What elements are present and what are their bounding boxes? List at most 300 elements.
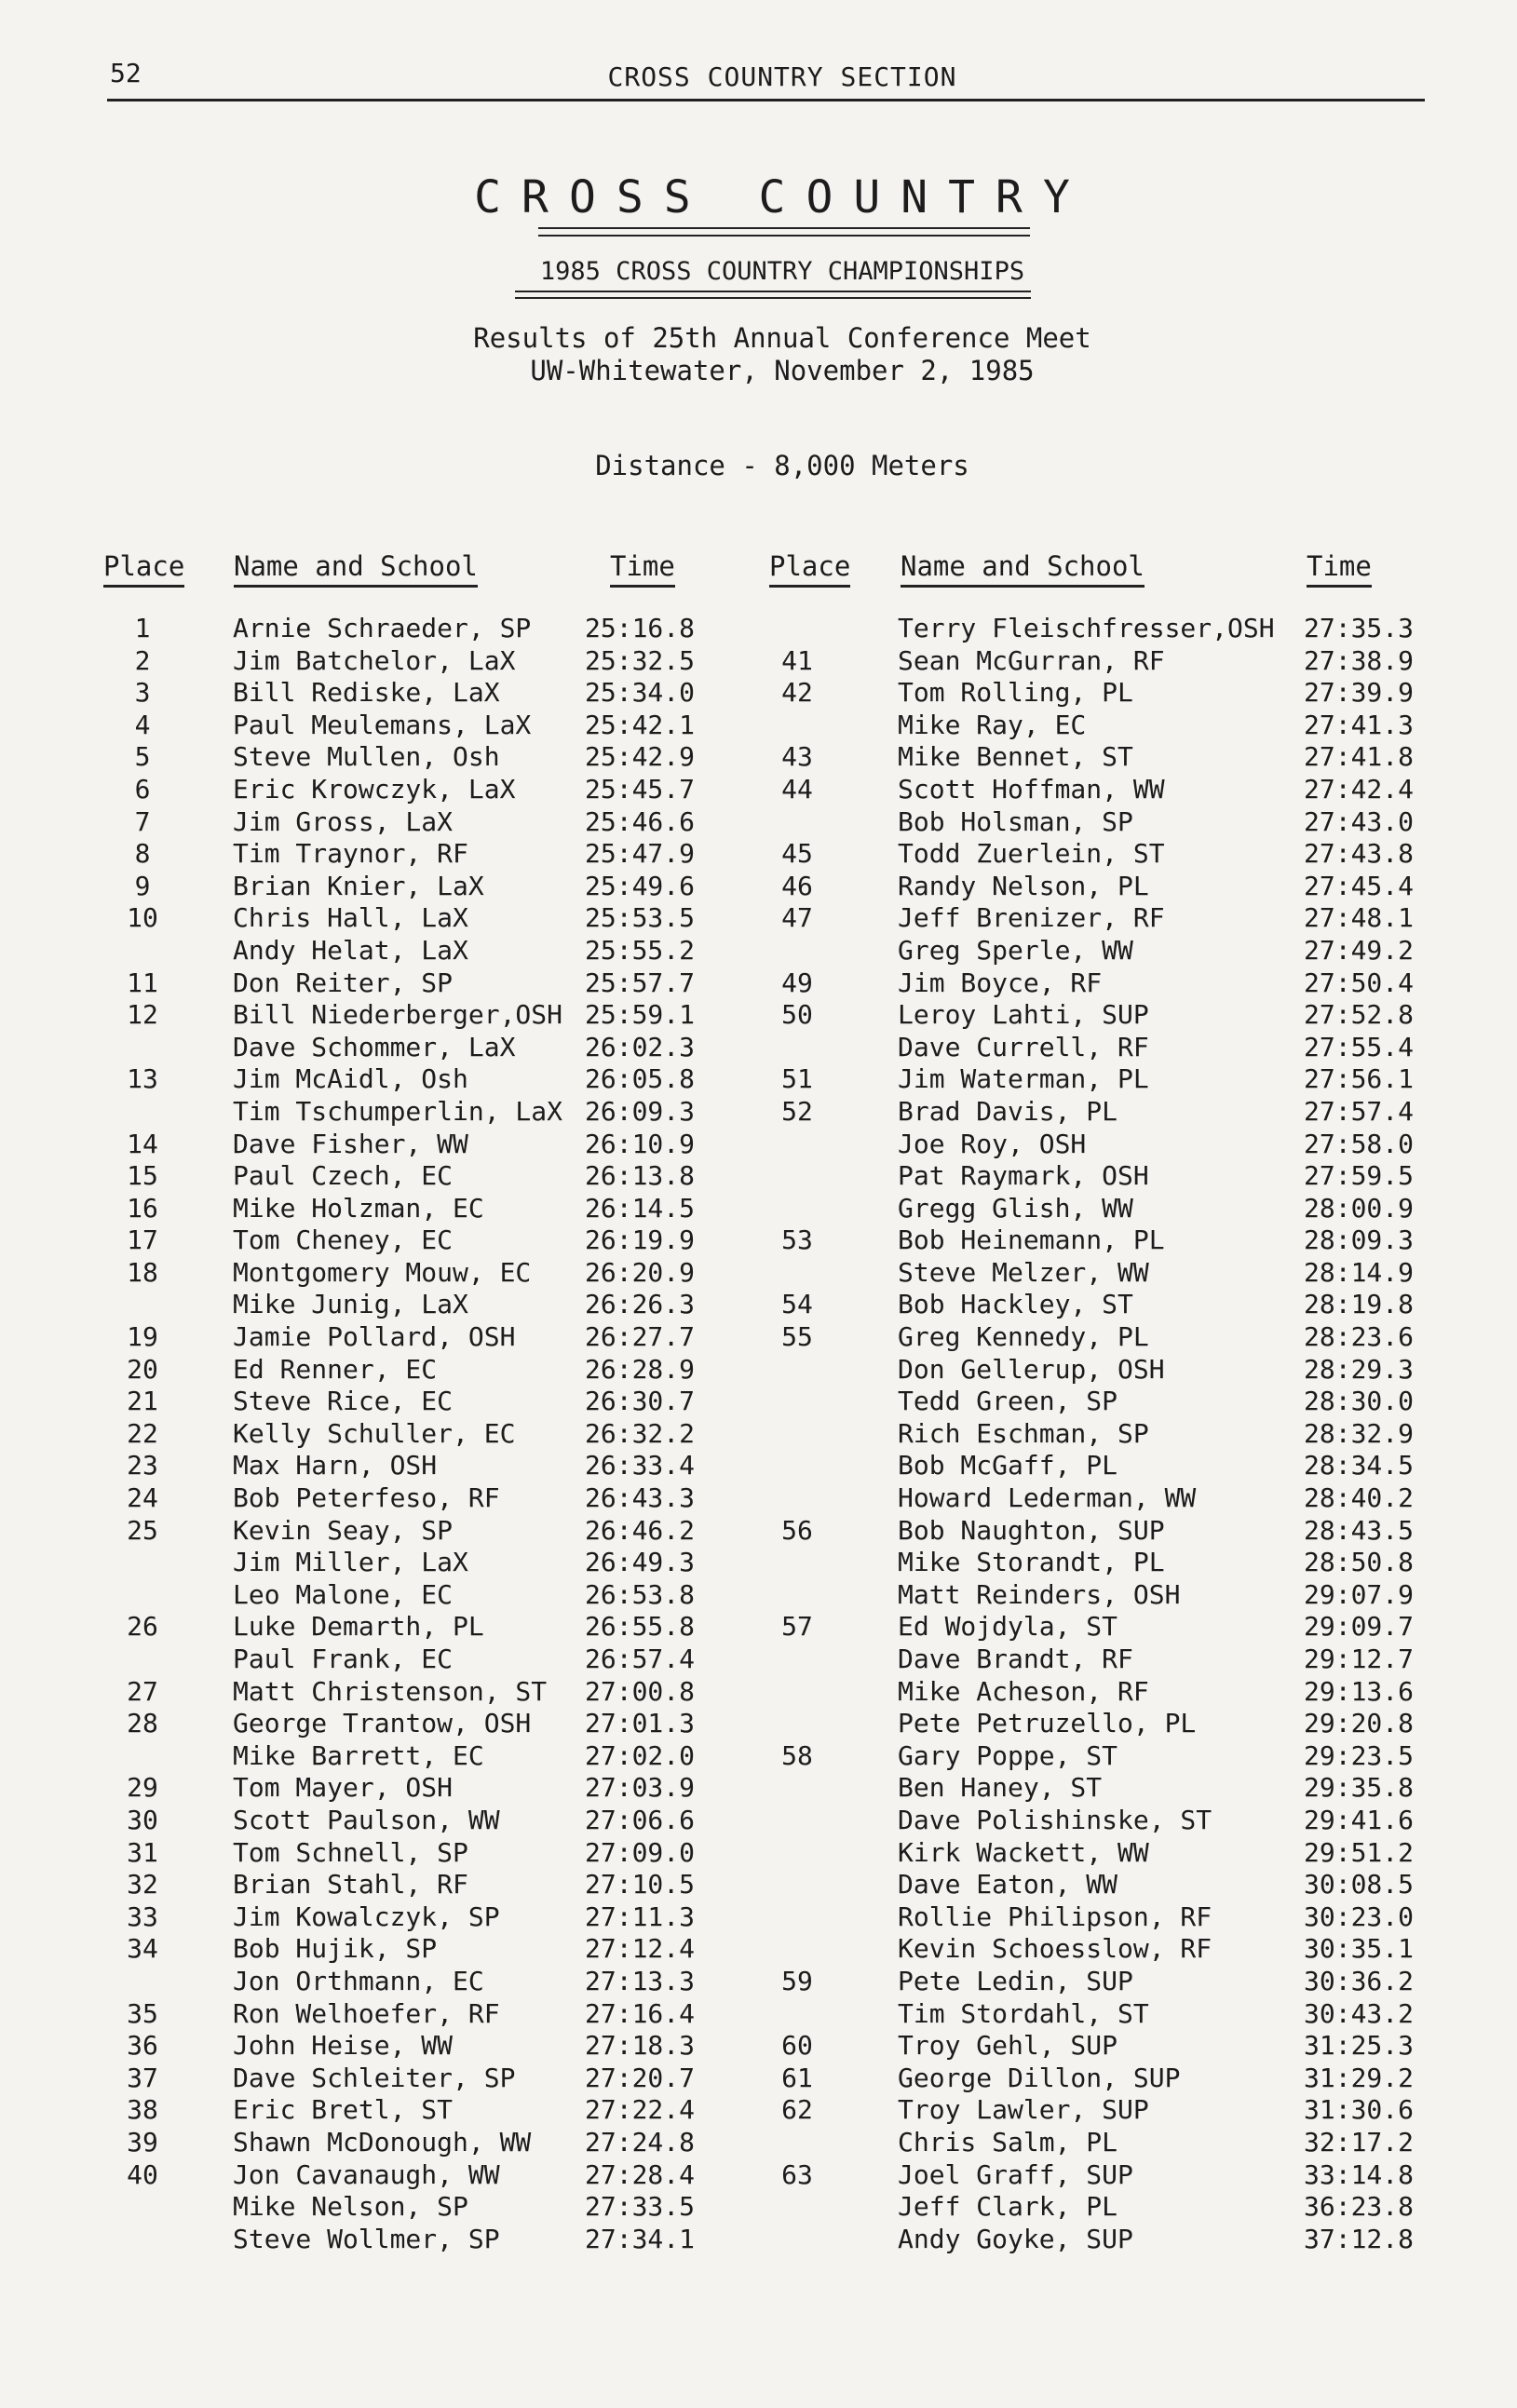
result-row — [0, 2224, 1517, 2256]
name-school-right: Kirk Wackett, WW — [898, 1836, 1149, 1868]
result-row — [0, 1901, 1517, 1934]
name-school-left: Kelly Schuller, EC — [233, 1417, 516, 1449]
place-right: 44 — [781, 773, 813, 805]
time-left: 25:16.8 — [585, 613, 696, 643]
place-left: 36 — [127, 2030, 158, 2062]
name-school-left: Brian Stahl, RF — [233, 1869, 468, 1901]
time-right: 27:39.9 — [1304, 677, 1415, 709]
name-school-left: Dave Schleiter, SP — [233, 2062, 516, 2093]
time-right: 28:00.9 — [1304, 1192, 1415, 1224]
place-left: 21 — [127, 1386, 158, 1417]
place-left: 29 — [127, 1772, 158, 1804]
name-school-left: Ed Renner, EC — [233, 1353, 438, 1385]
time-right: 28:23.6 — [1304, 1321, 1415, 1353]
time-left: 26:32.2 — [585, 1417, 696, 1449]
place-right: 53 — [781, 1224, 813, 1256]
name-school-right: Gregg Glish, WW — [898, 1192, 1133, 1224]
time-right: 28:40.2 — [1304, 1482, 1415, 1514]
name-school-right: Bob Hackley, ST — [898, 1289, 1133, 1320]
time-right: 27:43.0 — [1304, 805, 1415, 837]
name-school-right: Troy Lawler, SUP — [898, 2094, 1149, 2126]
place-right: 47 — [781, 902, 813, 934]
name-school-right: Andy Goyke, SUP — [898, 2223, 1133, 2254]
time-left: 25:34.0 — [585, 677, 696, 709]
time-left: 27:16.4 — [585, 1997, 696, 2029]
name-school-right: Jim Boyce, RF — [898, 967, 1103, 998]
time-right: 30:08.5 — [1304, 1869, 1415, 1901]
name-school-left: George Trantow, OSH — [233, 1708, 532, 1739]
result-row — [0, 1740, 1517, 1773]
result-row — [0, 2063, 1517, 2095]
result-row — [0, 1676, 1517, 1709]
name-school-right: Mike Storandt, PL — [898, 1547, 1165, 1578]
time-left: 26:20.9 — [585, 1256, 696, 1288]
result-row — [0, 1611, 1517, 1644]
place-left: 16 — [127, 1192, 158, 1224]
result-row — [0, 2159, 1517, 2192]
result-row — [0, 1482, 1517, 1515]
results-table — [0, 613, 1517, 2255]
name-school-left: Montgomery Mouw, EC — [233, 1256, 532, 1288]
name-school-left: Steve Wollmer, SP — [233, 2223, 500, 2254]
name-school-left: Tim Traynor, RF — [233, 838, 468, 870]
place-right: 56 — [781, 1514, 813, 1546]
time-left: 25:59.1 — [585, 999, 696, 1031]
time-right: 29:13.6 — [1304, 1675, 1415, 1707]
name-school-left: Eric Bretl, ST — [233, 2094, 454, 2126]
result-row — [0, 1998, 1517, 2031]
time-left: 27:06.6 — [585, 1804, 696, 1835]
time-left: 26:02.3 — [585, 1031, 696, 1062]
meet-title: Results of 25th Annual Conference Meet — [473, 322, 1091, 354]
name-school-right: Randy Nelson, PL — [898, 870, 1149, 901]
place-left: 26 — [127, 1611, 158, 1643]
name-school-right: Tom Rolling, PL — [898, 677, 1133, 709]
time-left: 27:28.4 — [585, 2158, 696, 2190]
place-left: 38 — [127, 2094, 158, 2126]
column-header-time-left: Time — [610, 550, 675, 588]
name-school-right: Sean McGurran, RF — [898, 644, 1165, 676]
name-school-right: Dave Eaton, WW — [898, 1869, 1118, 1901]
place-left: 5 — [134, 741, 151, 773]
time-right: 29:41.6 — [1304, 1804, 1415, 1835]
place-left: 22 — [127, 1417, 158, 1449]
time-right: 28:29.3 — [1304, 1353, 1415, 1385]
time-right: 27:43.8 — [1304, 838, 1415, 870]
time-right: 29:35.8 — [1304, 1772, 1415, 1804]
name-school-left: Don Reiter, SP — [233, 967, 454, 998]
result-row — [0, 806, 1517, 839]
name-school-right: Pete Petruzello, PL — [898, 1708, 1197, 1739]
time-left: 26:27.7 — [585, 1321, 696, 1353]
time-right: 28:34.5 — [1304, 1450, 1415, 1481]
time-left: 25:53.5 — [585, 902, 696, 934]
result-row — [0, 1289, 1517, 1321]
name-school-left: Tom Cheney, EC — [233, 1224, 454, 1256]
place-left: 28 — [127, 1708, 158, 1739]
place-left: 1 — [134, 613, 151, 643]
place-right: 63 — [781, 2158, 813, 2190]
time-left: 26:19.9 — [585, 1224, 696, 1256]
time-left: 27:12.4 — [585, 1933, 696, 1965]
name-school-right: George Dillon, SUP — [898, 2062, 1181, 2093]
name-school-left: Paul Czech, EC — [233, 1160, 454, 1192]
place-left: 20 — [127, 1353, 158, 1385]
result-row — [0, 2030, 1517, 2063]
time-right: 37:12.8 — [1304, 2223, 1415, 2254]
name-school-right: Scott Hoffman, WW — [898, 773, 1165, 805]
time-left: 26:28.9 — [585, 1353, 696, 1385]
result-row — [0, 1515, 1517, 1548]
time-right: 29:23.5 — [1304, 1739, 1415, 1771]
result-row — [0, 2127, 1517, 2159]
place-left: 10 — [127, 902, 158, 934]
name-school-left: Brian Knier, LaX — [233, 870, 484, 901]
name-school-left: Bob Hujik, SP — [233, 1933, 438, 1965]
time-left: 26:26.3 — [585, 1289, 696, 1320]
time-left: 25:42.9 — [585, 741, 696, 773]
result-row — [0, 1869, 1517, 1901]
time-right: 28:43.5 — [1304, 1514, 1415, 1546]
name-school-right: Jeff Clark, PL — [898, 2191, 1118, 2223]
time-right: 27:57.4 — [1304, 1095, 1415, 1127]
place-left: 3 — [134, 677, 151, 709]
place-right: 43 — [781, 741, 813, 773]
time-left: 27:10.5 — [585, 1869, 696, 1901]
name-school-left: Luke Demarth, PL — [233, 1611, 484, 1643]
time-left: 25:32.5 — [585, 644, 696, 676]
time-left: 25:57.7 — [585, 967, 696, 998]
result-row — [0, 2094, 1517, 2127]
name-school-right: Tedd Green, SP — [898, 1386, 1118, 1417]
time-right: 29:20.8 — [1304, 1708, 1415, 1739]
column-header-place-left: Place — [103, 550, 184, 588]
place-right: 50 — [781, 999, 813, 1031]
name-school-left: Bill Rediske, LaX — [233, 677, 500, 709]
result-row — [0, 1160, 1517, 1193]
time-right: 27:41.8 — [1304, 741, 1415, 773]
time-left: 25:47.9 — [585, 838, 696, 870]
race-distance: Distance - 8,000 Meters — [595, 450, 969, 481]
column-header-name-right: Name and School — [901, 550, 1145, 588]
time-right: 31:30.6 — [1304, 2094, 1415, 2126]
place-left: 35 — [127, 1997, 158, 2029]
time-right: 27:49.2 — [1304, 934, 1415, 966]
time-left: 26:05.8 — [585, 1063, 696, 1095]
result-row — [0, 1547, 1517, 1579]
result-row — [0, 1805, 1517, 1837]
place-left: 24 — [127, 1482, 158, 1514]
column-header-name-left: Name and School — [234, 550, 478, 588]
name-school-left: Scott Paulson, WW — [233, 1804, 500, 1835]
time-left: 26:53.8 — [585, 1578, 696, 1610]
time-right: 30:23.0 — [1304, 1901, 1415, 1932]
time-right: 28:14.9 — [1304, 1256, 1415, 1288]
name-school-left: Max Harn, OSH — [233, 1450, 438, 1481]
result-row — [0, 1063, 1517, 1096]
name-school-right: Pat Raymark, OSH — [898, 1160, 1149, 1192]
name-school-right: Ed Wojdyla, ST — [898, 1611, 1118, 1643]
place-left: 17 — [127, 1224, 158, 1256]
place-left: 12 — [127, 999, 158, 1031]
time-right: 31:25.3 — [1304, 2030, 1415, 2062]
name-school-right: Jim Waterman, PL — [898, 1063, 1149, 1095]
name-school-right: Todd Zuerlein, ST — [898, 838, 1165, 870]
name-school-left: Tom Mayer, OSH — [233, 1772, 454, 1804]
place-left: 18 — [127, 1256, 158, 1288]
result-row — [0, 1933, 1517, 1966]
name-school-left: Leo Malone, EC — [233, 1578, 454, 1610]
name-school-right: Bob Naughton, SUP — [898, 1514, 1165, 1546]
result-row — [0, 1354, 1517, 1387]
name-school-right: Howard Lederman, WW — [898, 1482, 1197, 1514]
name-school-left: Ron Welhoefer, RF — [233, 1997, 500, 2029]
time-left: 27:02.0 — [585, 1739, 696, 1771]
running-head: CROSS COUNTRY SECTION — [607, 61, 957, 92]
name-school-left: Steve Rice, EC — [233, 1386, 454, 1417]
time-right: 29:07.9 — [1304, 1578, 1415, 1610]
result-row — [0, 967, 1517, 1000]
place-right: 54 — [781, 1289, 813, 1320]
time-right: 30:35.1 — [1304, 1933, 1415, 1965]
place-right: 55 — [781, 1321, 813, 1353]
place-left: 40 — [127, 2158, 158, 2190]
time-right: 27:42.4 — [1304, 773, 1415, 805]
name-school-left: Jim Batchelor, LaX — [233, 644, 516, 676]
name-school-right: Rollie Philipson, RF — [898, 1901, 1212, 1932]
name-school-left: Jim Kowalczyk, SP — [233, 1901, 500, 1932]
name-school-right: Bob Holsman, SP — [898, 805, 1133, 837]
name-school-right: Troy Gehl, SUP — [898, 2030, 1118, 2062]
title-rule — [538, 227, 1030, 242]
time-left: 26:55.8 — [585, 1611, 696, 1643]
result-row — [0, 1096, 1517, 1129]
time-right: 28:50.8 — [1304, 1547, 1415, 1578]
time-left: 26:57.4 — [585, 1644, 696, 1674]
place-right: 52 — [781, 1095, 813, 1127]
result-row — [0, 1193, 1517, 1225]
name-school-right: Bob McGaff, PL — [898, 1450, 1118, 1481]
name-school-left: Matt Christenson, ST — [233, 1675, 548, 1707]
name-school-right: Jeff Brenizer, RF — [898, 902, 1165, 934]
place-left: 6 — [134, 773, 151, 805]
time-left: 27:09.0 — [585, 1836, 696, 1868]
place-left: 9 — [134, 870, 151, 901]
time-right: 27:45.4 — [1304, 870, 1415, 901]
name-school-left: John Heise, WW — [233, 2030, 454, 2062]
place-left: 11 — [127, 967, 158, 998]
time-left: 26:30.7 — [585, 1386, 696, 1417]
time-right: 27:52.8 — [1304, 999, 1415, 1031]
column-header-place-right: Place — [769, 550, 850, 588]
name-school-right: Dave Brandt, RF — [898, 1644, 1133, 1674]
time-right: 33:14.8 — [1304, 2158, 1415, 2190]
name-school-left: Jim Gross, LaX — [233, 805, 454, 837]
result-row — [0, 1644, 1517, 1676]
name-school-left: Mike Junig, LaX — [233, 1289, 468, 1320]
time-right: 27:50.4 — [1304, 967, 1415, 998]
time-left: 25:46.6 — [585, 805, 696, 837]
time-right: 27:59.5 — [1304, 1160, 1415, 1192]
time-left: 25:55.2 — [585, 934, 696, 966]
time-right: 29:12.7 — [1304, 1644, 1415, 1674]
name-school-left: Jon Orthmann, EC — [233, 1965, 484, 1996]
time-right: 32:17.2 — [1304, 2126, 1415, 2158]
place-left: 34 — [127, 1933, 158, 1965]
time-left: 26:09.3 — [585, 1095, 696, 1127]
time-left: 26:33.4 — [585, 1450, 696, 1481]
place-right: 42 — [781, 677, 813, 709]
time-left: 27:13.3 — [585, 1965, 696, 1996]
time-right: 28:32.9 — [1304, 1417, 1415, 1449]
name-school-right: Joe Roy, OSH — [898, 1128, 1087, 1159]
name-school-right: Chris Salm, PL — [898, 2126, 1118, 2158]
time-left: 25:42.1 — [585, 709, 696, 740]
name-school-right: Dave Polishinske, ST — [898, 1804, 1212, 1835]
result-row — [0, 1966, 1517, 1998]
result-row — [0, 1032, 1517, 1064]
name-school-right: Brad Davis, PL — [898, 1095, 1118, 1127]
time-right: 30:36.2 — [1304, 1965, 1415, 1996]
name-school-left: Jamie Pollard, OSH — [233, 1321, 516, 1353]
time-left: 27:22.4 — [585, 2094, 696, 2126]
place-right: 51 — [781, 1063, 813, 1095]
result-row — [0, 710, 1517, 742]
time-right: 36:23.8 — [1304, 2191, 1415, 2223]
name-school-left: Tom Schnell, SP — [233, 1836, 468, 1868]
place-left: 19 — [127, 1321, 158, 1353]
time-left: 25:49.6 — [585, 870, 696, 901]
place-left: 31 — [127, 1836, 158, 1868]
place-left: 25 — [127, 1514, 158, 1546]
time-right: 27:41.3 — [1304, 709, 1415, 740]
name-school-left: Tim Tschumperlin, LaX — [233, 1095, 563, 1127]
result-row — [0, 677, 1517, 710]
result-row — [0, 2191, 1517, 2224]
result-row — [0, 1129, 1517, 1161]
time-right: 27:48.1 — [1304, 902, 1415, 934]
name-school-right: Rich Eschman, SP — [898, 1417, 1149, 1449]
place-left: 27 — [127, 1675, 158, 1707]
place-right: 62 — [781, 2094, 813, 2126]
name-school-right: Mike Ray, EC — [898, 709, 1087, 740]
name-school-right: Steve Melzer, WW — [898, 1256, 1149, 1288]
time-left: 27:34.1 — [585, 2223, 696, 2254]
time-right: 29:51.2 — [1304, 1836, 1415, 1868]
time-left: 27:00.8 — [585, 1675, 696, 1707]
column-header-time-right: Time — [1307, 550, 1372, 588]
name-school-right: Kevin Schoesslow, RF — [898, 1933, 1212, 1965]
place-right: 41 — [781, 644, 813, 676]
name-school-right: Greg Sperle, WW — [898, 934, 1133, 966]
result-row — [0, 1450, 1517, 1482]
place-right: 46 — [781, 870, 813, 901]
place-left: 8 — [134, 838, 151, 870]
name-school-right: Bob Heinemann, PL — [898, 1224, 1165, 1256]
time-right: 27:56.1 — [1304, 1063, 1415, 1095]
time-left: 25:45.7 — [585, 773, 696, 805]
header-rule — [107, 99, 1425, 101]
place-left: 14 — [127, 1128, 158, 1159]
name-school-left: Steve Mullen, Osh — [233, 741, 500, 773]
time-left: 27:03.9 — [585, 1772, 696, 1804]
place-left: 32 — [127, 1869, 158, 1901]
result-row — [0, 838, 1517, 871]
time-left: 27:20.7 — [585, 2062, 696, 2093]
time-right: 31:29.2 — [1304, 2062, 1415, 2093]
name-school-left: Jon Cavanaugh, WW — [233, 2158, 500, 2190]
name-school-left: Mike Barrett, EC — [233, 1739, 484, 1771]
result-row — [0, 741, 1517, 774]
name-school-left: Mike Nelson, SP — [233, 2191, 468, 2223]
time-left: 27:01.3 — [585, 1708, 696, 1739]
time-left: 27:11.3 — [585, 1901, 696, 1932]
page-number: 52 — [110, 58, 142, 88]
time-left: 26:43.3 — [585, 1482, 696, 1514]
name-school-right: Joel Graff, SUP — [898, 2158, 1133, 2190]
place-right: 59 — [781, 1965, 813, 1996]
name-school-right: Mike Bennet, ST — [898, 741, 1133, 773]
result-row — [0, 774, 1517, 806]
name-school-left: Kevin Seay, SP — [233, 1514, 454, 1546]
name-school-left: Andy Helat, LaX — [233, 934, 468, 966]
place-left: 23 — [127, 1450, 158, 1481]
time-left: 26:14.5 — [585, 1192, 696, 1224]
place-right: 57 — [781, 1611, 813, 1643]
place-left: 37 — [127, 2062, 158, 2093]
name-school-left: Chris Hall, LaX — [233, 902, 468, 934]
time-left: 27:18.3 — [585, 2030, 696, 2062]
name-school-left: Paul Meulemans, LaX — [233, 709, 532, 740]
time-right: 28:19.8 — [1304, 1289, 1415, 1320]
time-right: 28:09.3 — [1304, 1224, 1415, 1256]
result-row — [0, 1708, 1517, 1740]
name-school-left: Shawn McDonough, WW — [233, 2126, 532, 2158]
place-left: 30 — [127, 1804, 158, 1835]
championship-subtitle: 1985 CROSS COUNTRY CHAMPIONSHIPS — [539, 257, 1025, 286]
name-school-right: Ben Haney, ST — [898, 1772, 1103, 1804]
time-right: 27:38.9 — [1304, 644, 1415, 676]
time-left: 26:13.8 — [585, 1160, 696, 1192]
place-left: 15 — [127, 1160, 158, 1192]
result-row — [0, 999, 1517, 1032]
result-row — [0, 645, 1517, 678]
name-school-left: Paul Frank, EC — [233, 1644, 454, 1674]
name-school-right: Don Gellerup, OSH — [898, 1353, 1165, 1385]
time-right: 27:55.4 — [1304, 1031, 1415, 1062]
result-row — [0, 1579, 1517, 1612]
place-left: 33 — [127, 1901, 158, 1932]
result-row — [0, 871, 1517, 903]
page-title: CROSS COUNTRY — [474, 171, 1090, 223]
name-school-left: Jim McAidl, Osh — [233, 1063, 468, 1095]
result-row — [0, 1772, 1517, 1805]
time-right: 29:09.7 — [1304, 1611, 1415, 1643]
result-row — [0, 902, 1517, 935]
time-right: 27:35.3 — [1304, 613, 1415, 643]
name-school-left: Bob Peterfeso, RF — [233, 1482, 500, 1514]
place-right: 45 — [781, 838, 813, 870]
place-left: 39 — [127, 2126, 158, 2158]
name-school-right: Tim Stordahl, ST — [898, 1997, 1149, 2029]
name-school-left: Bill Niederberger,OSH — [233, 999, 563, 1031]
time-left: 26:10.9 — [585, 1128, 696, 1159]
place-left: 13 — [127, 1063, 158, 1095]
subtitle-rule — [515, 291, 1031, 304]
time-right: 30:43.2 — [1304, 1997, 1415, 2029]
name-school-right: Leroy Lahti, SUP — [898, 999, 1149, 1031]
meet-site: UW-Whitewater, November 2, 1985 — [530, 355, 1035, 386]
